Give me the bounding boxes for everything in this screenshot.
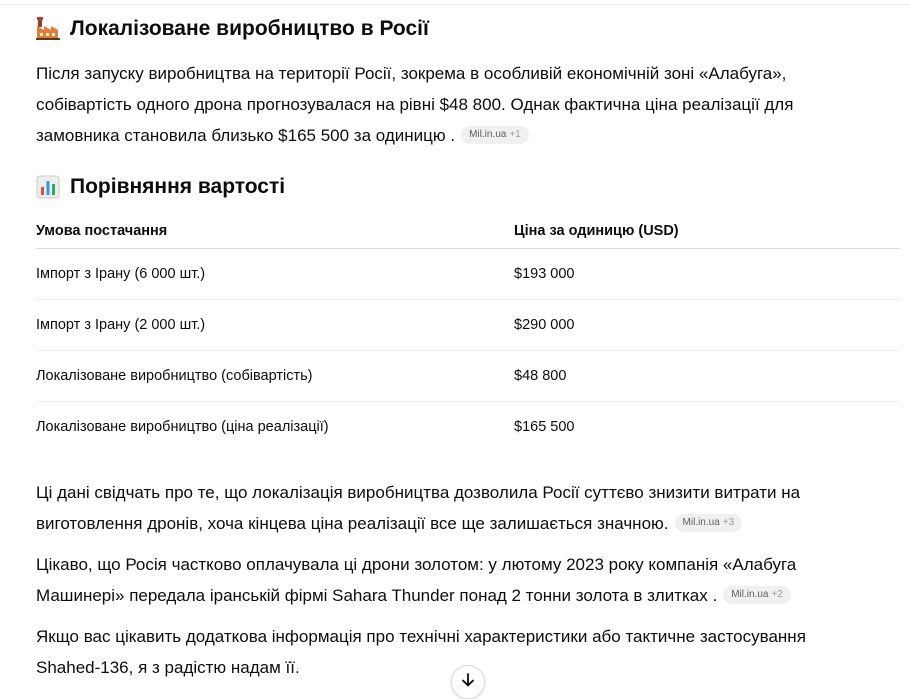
paragraph-text: Після запуску виробництва на території Росії, зокрема в особливій економічній зоні «Алабуга», собівартість одного дрона прогнозувалася на рівні $48 800. Однак фактична ціна реалізації для замовника становила близько $165 500 за одиницю . <box>36 64 794 145</box>
table-cell-price: $290 000 <box>514 300 900 351</box>
table-cell-condition: Локалізоване виробництво (собівартість) <box>36 351 514 402</box>
section-title: Порівняння вартості <box>70 175 286 198</box>
citation-count: +2 <box>771 588 783 600</box>
table-cell-condition: Імпорт з Ірану (6 000 шт.) <box>36 249 514 300</box>
paragraph-text: Ці дані свідчать про те, що локалізація виробництва дозволила Росії суттєво знизити витрати на виготовлення дронів, хоча кінцева ціна реалізації все ще залишається значною. <box>36 483 801 533</box>
factory-icon <box>36 17 62 41</box>
section-heading-comparison <box>36 174 285 200</box>
citation-chip[interactable] <box>461 126 529 144</box>
table-cell-price: $193 000 <box>514 249 900 300</box>
scroll-down-button[interactable] <box>451 665 485 699</box>
table-row <box>36 249 900 300</box>
bar-chart-icon <box>36 175 62 199</box>
top-divider <box>0 4 910 5</box>
table-row <box>36 351 900 402</box>
citation-count: +3 <box>722 516 735 528</box>
paragraph-text: Якщо вас цікавить додаткова інформація про технічні характеристики або тактичне застосування Shahed-136, я з радістю надам її. <box>36 627 806 677</box>
section-heading-production <box>36 16 429 42</box>
paragraph-gold-payment <box>36 549 856 611</box>
table-cell-condition: Локалізоване виробництво (ціна реалізації) <box>36 419 329 435</box>
citation-count: +1 <box>509 128 521 140</box>
citation-source: Mil.in.ua <box>731 588 769 600</box>
cost-comparison-table <box>36 214 900 452</box>
citation-source: Mil.in.ua <box>469 128 507 140</box>
paragraph-conclusion <box>36 477 856 539</box>
citation-source: Mil.in.ua <box>682 516 720 528</box>
table-header-row <box>36 214 900 249</box>
paragraph-offer <box>36 621 856 683</box>
table-row <box>36 300 900 351</box>
arrow-down-icon <box>460 672 476 693</box>
table-cell-price: $165 500 <box>514 419 575 435</box>
section-title: Локалізоване виробництво в Росії <box>70 17 429 40</box>
table-cell-price: $48 800 <box>514 351 900 402</box>
paragraph-production <box>36 58 856 151</box>
table-cell-condition: Імпорт з Ірану (2 000 шт.) <box>36 300 514 351</box>
paragraph-text: Цікаво, що Росія частково оплачувала ці дрони золотом: у лютому 2023 року компанія «Алабуга Машинері» передала іранській фірмі Sahara Thunder понад 2 тонни золота в злитках . <box>36 555 797 605</box>
table-row <box>36 402 900 453</box>
column-header-condition: Умова постачання <box>36 214 514 249</box>
citation-chip[interactable] <box>723 586 791 604</box>
column-header-price: Ціна за одиницю (USD) <box>514 214 900 249</box>
citation-chip[interactable] <box>675 514 743 532</box>
